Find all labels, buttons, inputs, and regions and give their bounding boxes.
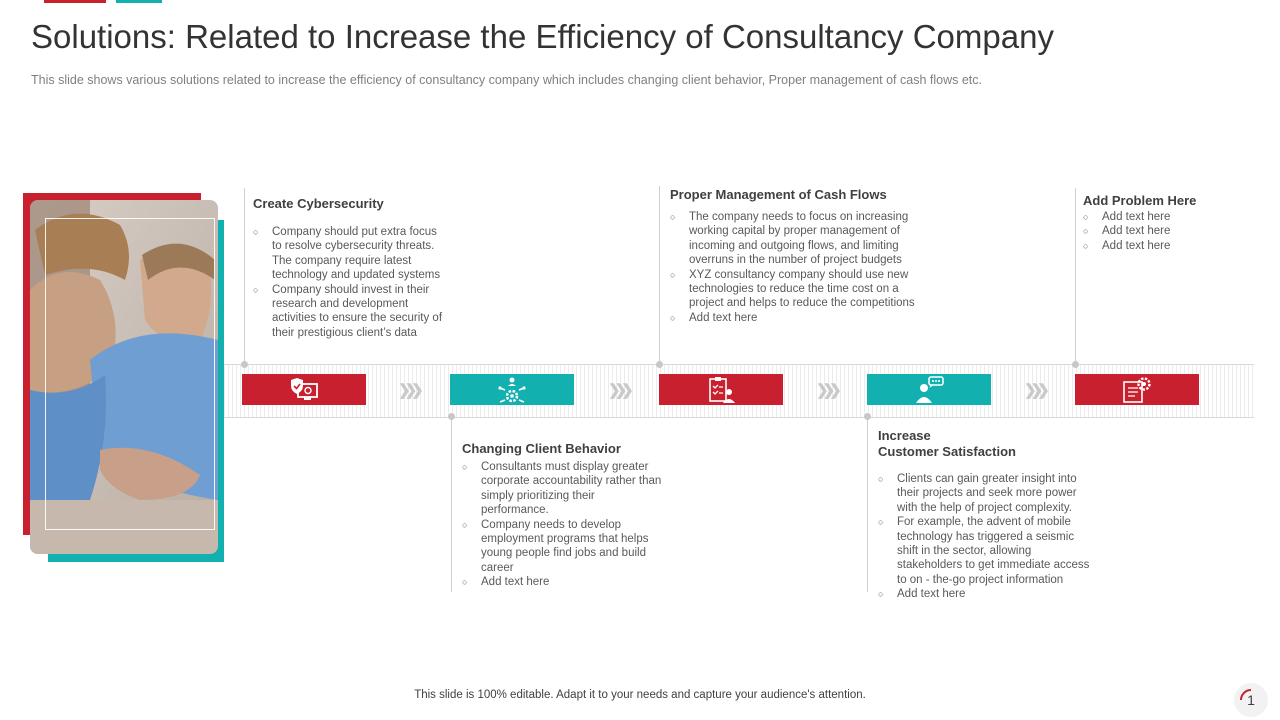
list-item: ○ Clients can gain greater insight into their projects and seek more power with the help of project complexity. <box>878 472 1093 515</box>
connector-dot-client-behavior <box>448 413 455 420</box>
block-customer-satisfaction <box>878 428 1093 602</box>
step-cash-flows <box>659 374 783 405</box>
checklist-person-icon <box>706 376 736 404</box>
chevron-arrow-4: ❯❯❯ <box>1024 382 1044 399</box>
connector-client-behavior <box>451 416 452 592</box>
connector-dot-cash-flows <box>656 361 663 368</box>
list-item: ○ Company needs to develop employment programs that helps young people find jobs and build career <box>462 518 662 576</box>
list-item: ○ Add text here <box>1083 224 1263 238</box>
list-item: ○ Add text here <box>462 575 662 589</box>
chevron-arrow-2: ❯❯❯ <box>608 382 628 399</box>
chevron-arrow-3: ❯❯❯ <box>816 382 836 399</box>
block-title: Create Cybersecurity <box>253 196 384 211</box>
block-title: Proper Management of Cash Flows <box>670 187 887 202</box>
slide-title: Solutions: Related to Increase the Efficiency of Consultancy Company <box>31 18 1054 55</box>
list-item: ○ Consultants must display greater corporate accountability rather than simply prioritizing their performance. <box>462 460 662 518</box>
step-add-problem <box>1075 374 1199 405</box>
connector-dot-satisfaction <box>864 413 871 420</box>
list-item: ○ The company needs to focus on increasing working capital by proper management of incoming and outgoing flows, and limiting overruns in the number of project budgets <box>670 210 920 268</box>
footer-note: This slide is 100% editable. Adapt it to your needs and capture your audience's attention. <box>414 689 866 701</box>
slide-subtitle: This slide shows various solutions related to increase the efficiency of consultancy company which includes changing client behavior, Proper management of cash flows etc. <box>31 73 982 87</box>
consultants-photo <box>30 200 218 554</box>
block-title-line2: Customer Satisfaction <box>878 444 1016 459</box>
page-number-arc-icon <box>1234 683 1268 717</box>
list-item: ○ Company should invest in their research and development activities to ensure the security of their prestigious client’s data <box>253 283 443 341</box>
block-title: Add Problem Here <box>1083 193 1197 208</box>
connector-cybersecurity <box>244 188 245 366</box>
block-client-behavior <box>462 441 662 590</box>
top-accent-red <box>44 0 106 3</box>
block-cash-flows <box>670 187 920 325</box>
list-item: ○ Add text here <box>1083 239 1263 253</box>
block-cybersecurity <box>253 196 443 340</box>
step-client-behavior <box>450 374 574 405</box>
page-number: 1 <box>1234 683 1268 717</box>
list-item: ○ For example, the advent of mobile technology has triggered a seismic shift in the sector, allowing stakeholders to get immediate access to on - the-go project information <box>878 515 1093 587</box>
gear-people-icon <box>497 376 527 404</box>
step-customer-satisfaction <box>867 374 991 405</box>
connector-dot-cybersecurity <box>241 361 248 368</box>
block-add-problem <box>1083 193 1263 253</box>
list-item: ○ Add text here <box>878 587 1093 601</box>
list-item: ○ Add text here <box>1083 210 1263 224</box>
step-cybersecurity <box>242 374 366 405</box>
connector-problem <box>1075 188 1076 366</box>
connector-dot-problem <box>1072 361 1079 368</box>
block-title-line1: Increase <box>878 428 931 443</box>
block-title: Changing Client Behavior <box>462 441 621 456</box>
list-item: ○ Company should put extra focus to resolve cybersecurity threats. The company require latest technology and updated systems <box>253 225 443 283</box>
list-item: ○ XYZ consultancy company should use new technologies to reduce the time cost on a project and helps to reduce the competitions <box>670 268 920 311</box>
chevron-arrow-1: ❯❯❯ <box>398 382 418 399</box>
document-gear-icon <box>1121 376 1153 404</box>
list-item: ○ Add text here <box>670 311 920 325</box>
connector-cash-flows <box>659 186 660 366</box>
person-chat-icon <box>913 376 945 404</box>
connector-satisfaction <box>867 416 868 592</box>
monitor-shield-icon <box>289 378 319 402</box>
top-accent-teal <box>116 0 162 3</box>
